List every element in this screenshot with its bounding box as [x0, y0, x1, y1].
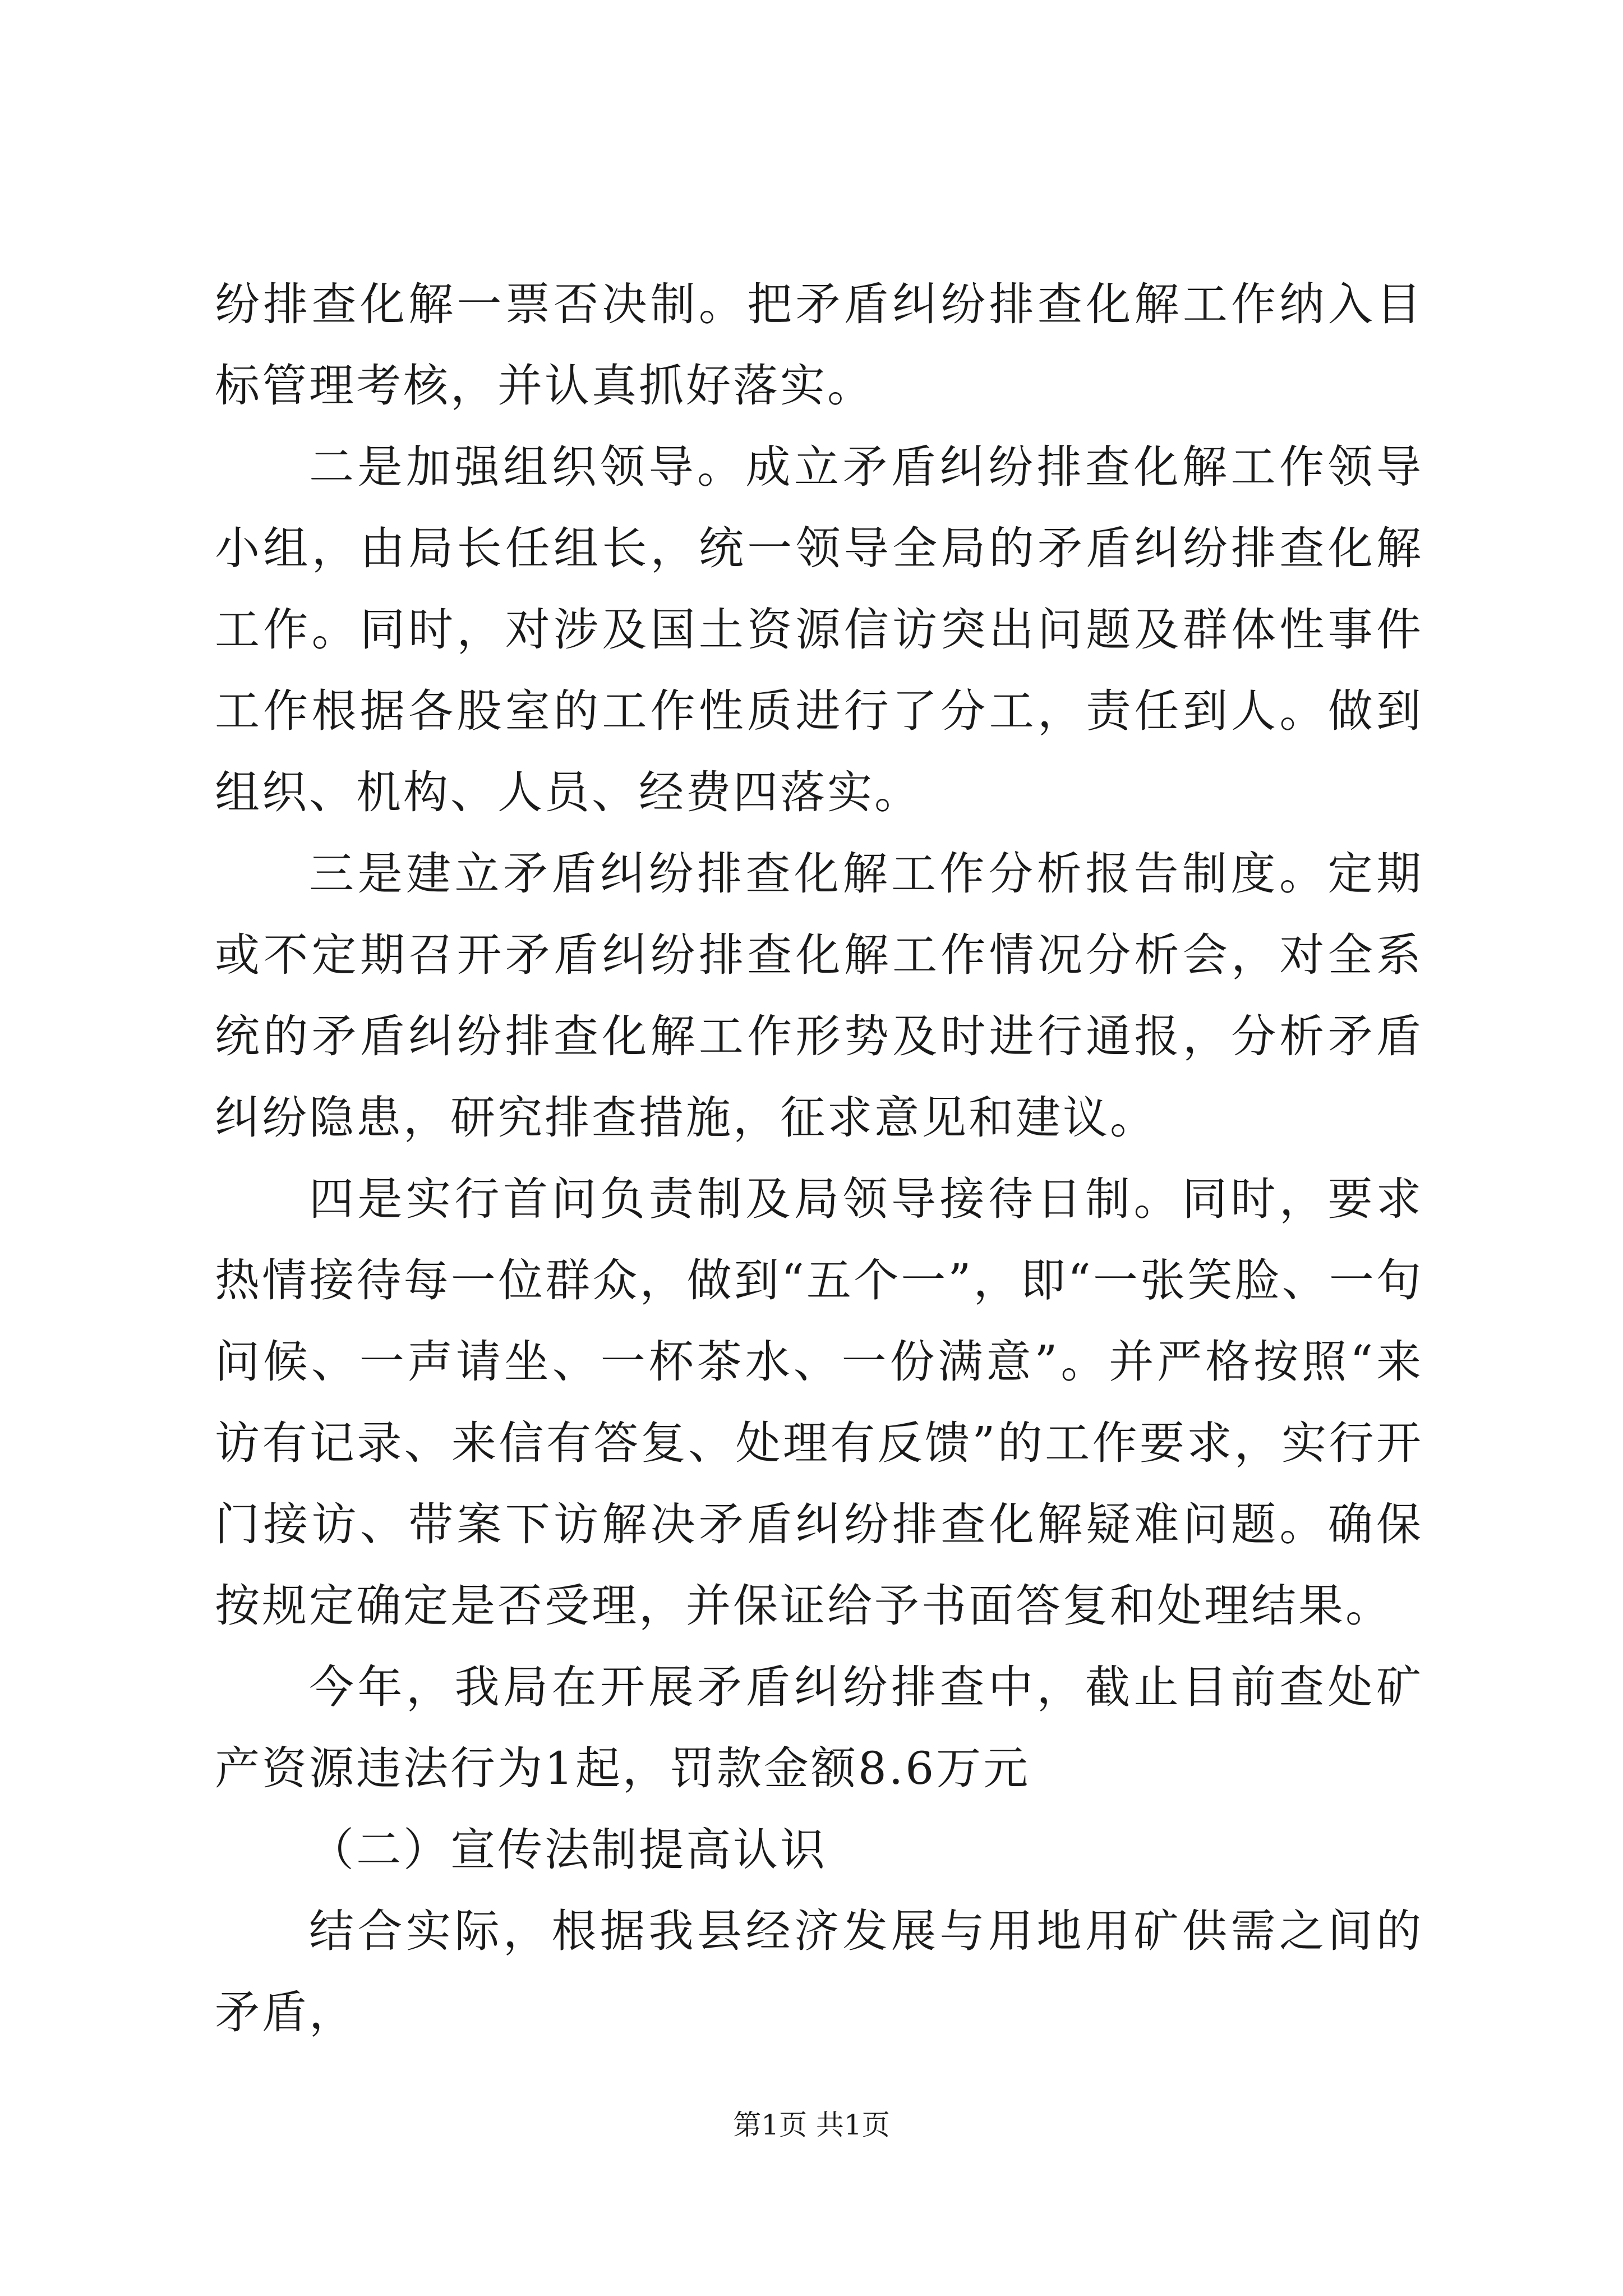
paragraph-continuation: 纷排查化解一票否决制。把矛盾纠纷排查化解工作纳入目标管理考核，并认真抓好落实。	[215, 278, 1423, 412]
section-heading-publicity: （二）宣传法制提高认识	[309, 1824, 827, 1876]
document-body	[215, 264, 1423, 2053]
paragraph-organization-leadership: 二是加强组织领导。成立矛盾纠纷排查化解工作领导小组，由局长任组长，统一领导全局的矛盾纠纷排查化解工作。同时，对涉及国土资源信访突出问题及群体性事件工作根据各股室的工作性质进行了分工，责任到人。做到组织、机构、人员、经费四落实。	[215, 441, 1423, 818]
paragraph-annual-results: 今年，我局在开展矛盾纠纷排查中，截止目前查处矿产资源违法行为1起，罚款金额8.6万元	[215, 1661, 1423, 1795]
paragraph-analysis-report-system: 三是建立矛盾纠纷排查化解工作分析报告制度。定期或不定期召开矛盾纠纷排查化解工作情况分析会，对全系统的矛盾纠纷排查化解工作形势及时进行通报，分析矛盾纠纷隐患，研究排查措施，征求意见和建议。	[215, 848, 1423, 1144]
page-number-footer: 第1页 共1页	[733, 2109, 890, 2141]
paragraph-combined-practice: 结合实际，根据我县经济发展与用地用矿供需之间的矛盾，	[215, 1905, 1423, 2039]
paragraph-first-inquiry-responsibility: 四是实行首问负责制及局领导接待日制。同时，要求热情接待每一位群众，做到“五个一”，即“一张笑脸、一句问候、一声请坐、一杯茶水、一份满意”。并严格按照“来访有记录、来信有答复、处理有反馈”的工作要求，实行开门接访、带案下访解决矛盾纠纷排查化解疑难问题。确保按规定确定是否受理，并保证给予书面答复和处理结果。	[215, 1173, 1423, 1632]
